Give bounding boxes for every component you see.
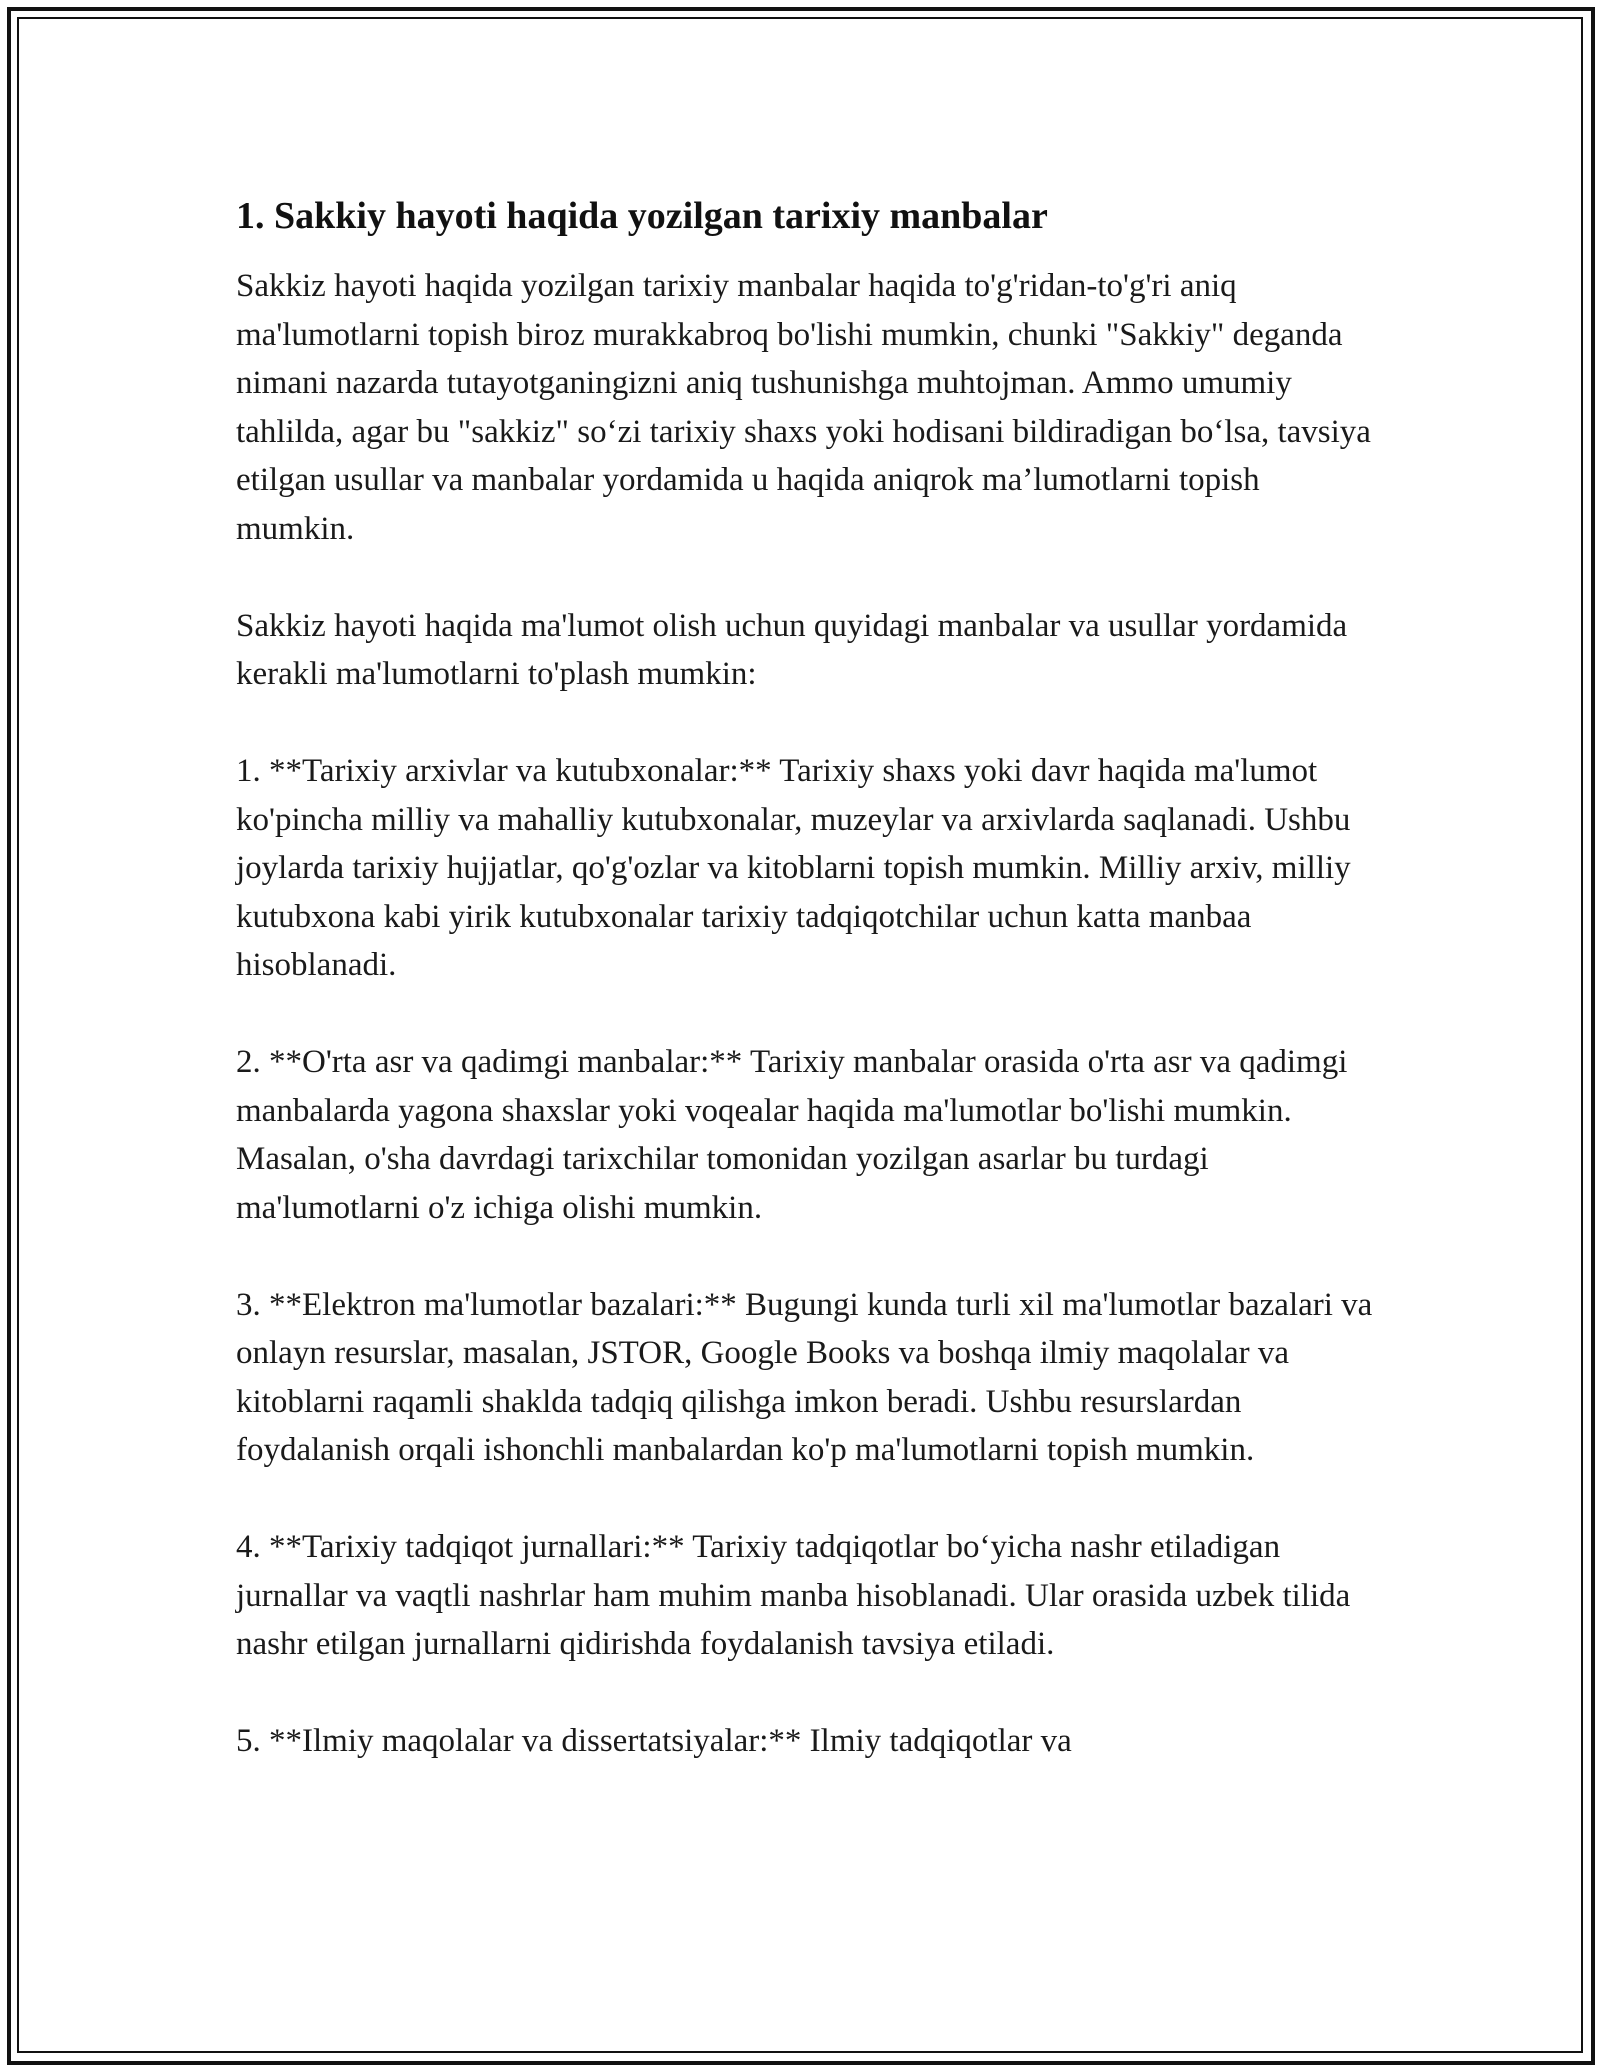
list-item-scientific-articles: 5. **Ilmiy maqolalar va dissertatsiyalar:** Ilmiy tadqiqotlar va: [236, 1723, 1072, 1759]
list-item-medieval-sources: 2. **O'rta asr va qadimgi manbalar:** Tarixiy manbalar orasida o'rta asr va qadimgi manbalarda yagona shaxslar yoki voqealar haqida ma'lumotlar bo'lishi mumkin. Masalan, o'sha davrdagi tarixchilar tomonidan yozilgan asarlar bu turdagi ma'lumotlarni o'z ichiga olishi mumkin.: [236, 1044, 1348, 1226]
list-item-electronic-databases: 3. **Elektron ma'lumotlar bazalari:** Bugungi kunda turli xil ma'lumotlar bazalari va onlayn resurslar, masalan, JSTOR, Google Books va boshqa ilmiy maqolalar va kitoblarni raqamli shaklda tadqiq qilishga imkon beradi. Ushbu resurslardan foydalanish orqali ishonchli manbalardan ko'p ma'lumotlarni topish mumkin.: [236, 1286, 1373, 1468]
paragraph-intro: Sakkiz hayoti haqida yozilgan tarixiy manbalar haqida to'g'ridan-to'g'ri aniq ma'lumotlarni topish biroz murakkabroq bo'lishi mumkin, chunki "Sakkiy" deganda nimani nazarda tutayotganingizni aniq tushunishga muhtojman. Ammo umumiy tahlilda, agar bu "sakkiz" so‘zi tarixiy shaxs yoki hodisani bildiradigan bo‘lsa, tavsiya etilgan usullar va manbalar yordamida u haqida aniqrok ma’lumotlarni topish mumkin.: [236, 268, 1371, 547]
list-item-archives: 1. **Tarixiy arxivlar va kutubxonalar:** Tarixiy shaxs yoki davr haqida ma'lumot ko'pincha milliy va mahalliy kutubxonalar, muzeylar va arxivlarda saqlanadi. Ushbu joylarda tarixiy hujjatlar, qo'g'ozlar va kitoblarni topish mumkin. Milliy arxiv, milliy kutubxona kabi yirik kutubxonalar tarixiy tadqiqotchilar uchun katta manbaa hisoblanadi.: [236, 753, 1351, 983]
list-item-research-journals: 4. **Tarixiy tadqiqot jurnallari:** Tarixiy tadqiqotlar bo‘yicha nashr etiladigan jurnallar va vaqtli nashrlar ham muhim manba hisoblanadi. Ular orasida uzbek tilida nashr etilgan jurnallarni qidirishda foydalanish tavsiya etiladi.: [236, 1529, 1351, 1662]
document-body: [236, 188, 1376, 1814]
document-title: 1. Sakkiy hayoti haqida yozilgan tarixiy manbalar: [236, 195, 1048, 237]
paragraph-sources-lead: Sakkiz hayoti haqida ma'lumot olish uchun quyidagi manbalar va usullar yordamida kerakli ma'lumotlarni to'plash mumkin:: [236, 607, 1348, 692]
